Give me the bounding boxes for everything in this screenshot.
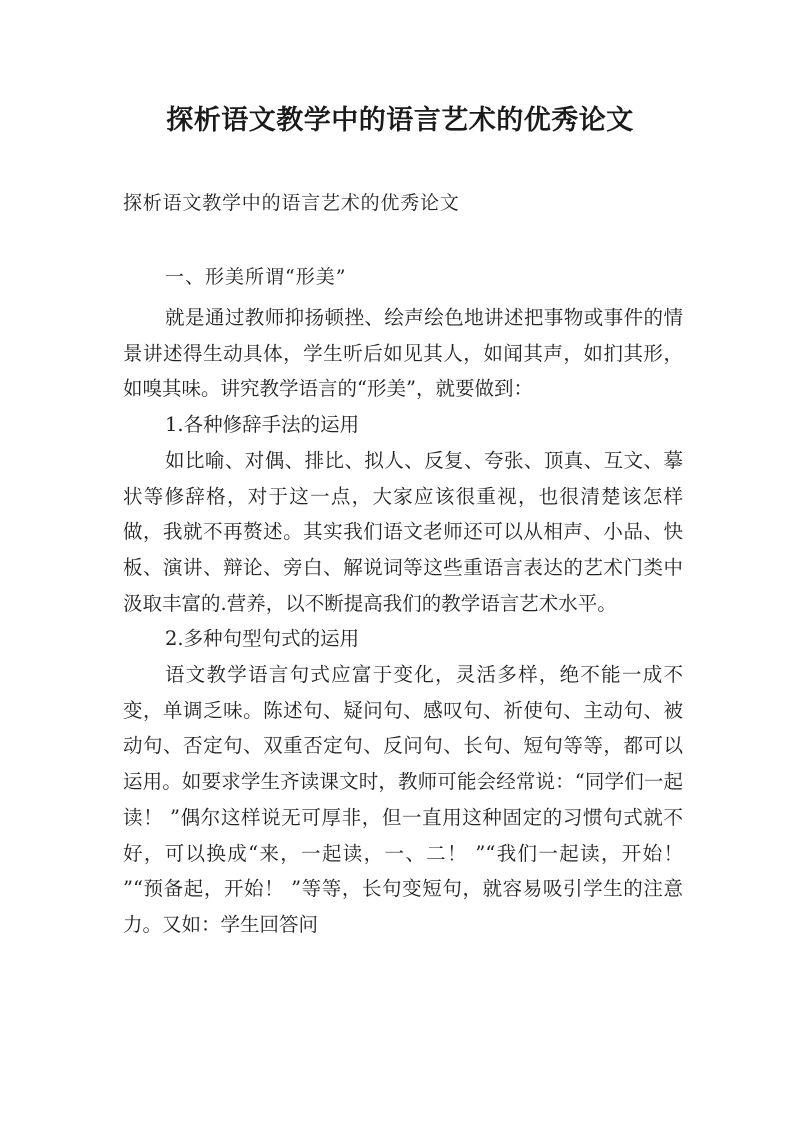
section-heading: 一、形美所谓“形美” [165,266,347,288]
item-heading-1: 1.各种修辞手法的运用 [165,413,360,437]
item-heading-2: 2.多种句型句式的运用 [165,627,360,651]
paragraph-3: 语文教学语言句式应富于变化，灵活多样，绝不能一成不变，单调乏味。陈述句、疑问句、感叹句、祈使句、主动句、被动句、否定句、双重否定句、反问句、长句、短句等等，都可以运用。如要求学生齐读课文时，教师可能会经常说：“同学们一起读！ ”偶尔这样说无可厚非，但一直用这种固定的习惯句式就不好，可以换成“来，一起读，一、二！ ”“我们一起读，开始！ ”“预备起，开始！ ”等等，长句变短句，就容易吸引学生的注意力。又如：学生回答问 [123,663,683,936]
body-text [123,300,683,943]
document-subtitle: 探析语文教学中的语言艺术的优秀论文 [123,192,460,214]
paragraph-2: 如比喻、对偶、排比、拟人、反复、夸张、顶真、互文、摹状等修辞格，对于这一点，大家应该很重视，也很清楚该怎样做，我就不再赘述。其实我们语文老师还可以从相声、小品、快板、演讲、辩论、旁白、解说词等这些重语言表达的艺术门类中汲取丰富的.营养，以不断提高我们的教学语言艺术水平。 [123,448,683,615]
document-title: 探析语文教学中的语言艺术的优秀论文 [166,105,634,136]
paragraph-1: 就是通过教师抑扬顿挫、绘声绘色地讲述把事物或事件的情景讲述得生动具体，学生听后如见其人，如闻其声，如扪其形，如嗅其味。讲究教学语言的“形美”，就要做到： [123,306,683,401]
